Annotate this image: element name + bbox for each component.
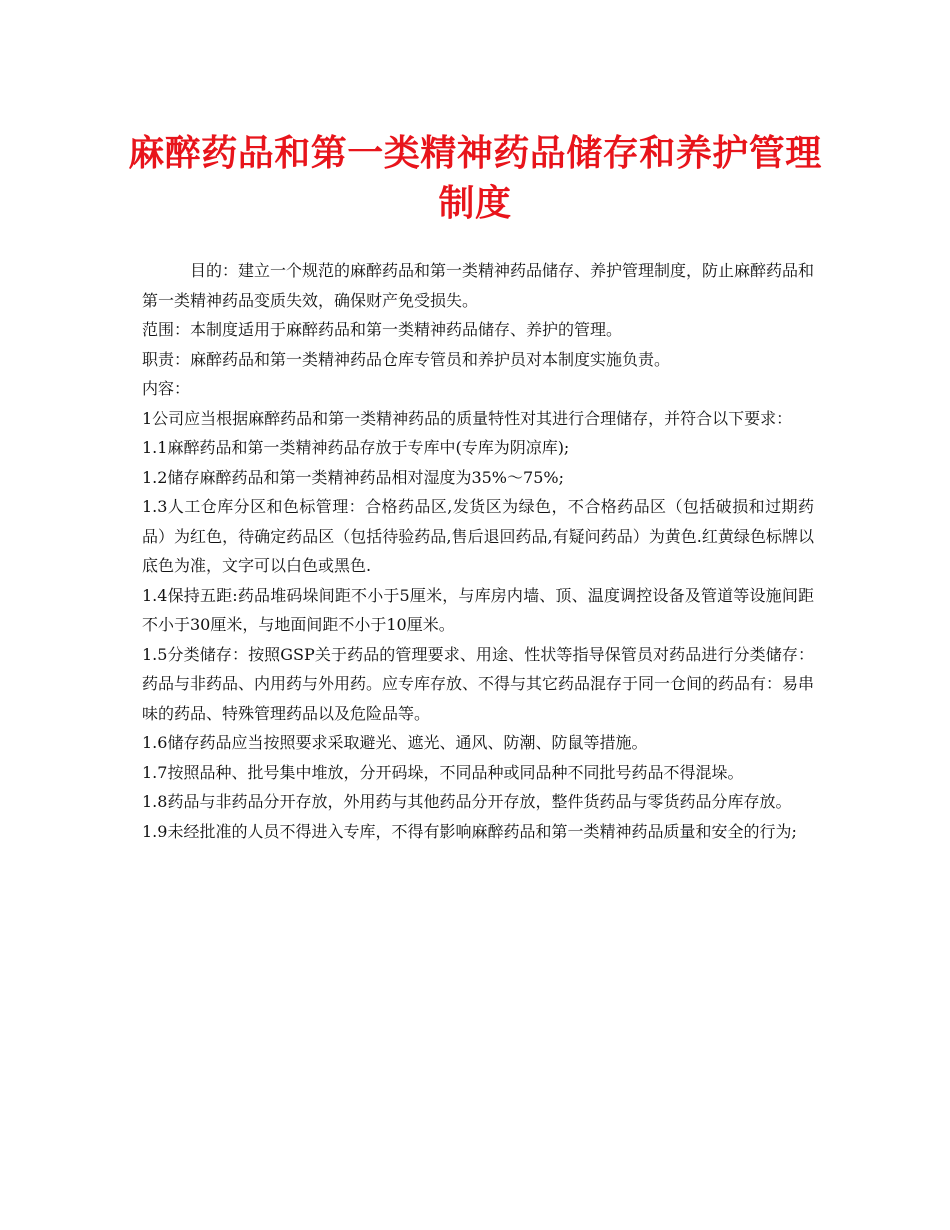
paragraph-item-1-2: 1.2储存麻醉药品和第一类精神药品相对湿度为35%～75%; bbox=[142, 467, 564, 487]
paragraph-item-1-3: 1.3人工仓库分区和色标管理：合格药品区,发货区为绿色，不合格药品区（包括破损和过期药品）为红色，待确定药品区（包括待验药品,售后退回药品,有疑问药品）为黄色.红黄绿色标牌以底色为准，文字可以白色或黑色. bbox=[142, 497, 814, 575]
paragraph-item-1-6: 1.6储存药品应当按照要求采取避光、遮光、通风、防潮、防鼠等措施。 bbox=[142, 733, 648, 752]
document-body bbox=[142, 256, 814, 846]
document-title bbox=[120, 128, 830, 228]
paragraph-item-1-5: 1.5分类储存：按照GSP关于药品的管理要求、用途、性状等指导保管员对药品进行分类储存：药品与非药品、内用药与外用药。应专库存放、不得与其它药品混存于同一仓间的药品有：易串味的药品、特殊管理药品以及危险品等。 bbox=[142, 644, 815, 723]
paragraph-item-1-1: 1.1麻醉药品和第一类精神药品存放于专库中(专库为阴凉库); bbox=[142, 438, 570, 457]
paragraph-item-1-7: 1.7按照品种、批号集中堆放，分开码垛，不同品种或同品种不同批号药品不得混垛。 bbox=[142, 762, 744, 782]
paragraph-content-heading: 内容： bbox=[142, 379, 191, 398]
paragraph-responsibility: 职责：麻醉药品和第一类精神药品仓库专管员和养护员对本制度实施负责。 bbox=[142, 349, 671, 369]
paragraph-purpose: 目的：建立一个规范的麻醉药品和第一类精神药品储存、养护管理制度，防止麻醉药品和第一类精神药品变质失效，确保财产免受损失。 bbox=[142, 261, 815, 310]
paragraph-item-1-9: 1.9未经批准的人员不得进入专库，不得有影响麻醉药品和第一类精神药品质量和安全的行为; bbox=[142, 821, 797, 841]
paragraph-item-1-8: 1.8药品与非药品分开存放，外用药与其他药品分开存放，整件货药品与零货药品分库存放。 bbox=[142, 792, 792, 811]
paragraph-item-1-4: 1.4保持五距:药品堆码垛间距不小于5厘米，与库房内墙、顶、温度调控设备及管道等设施间距不小于30厘米，与地面间距不小于10厘米。 bbox=[142, 585, 814, 634]
title-line-1: 麻醉药品和第一类精神药品储存和养护管理 bbox=[128, 132, 822, 174]
paragraph-item-1: 1公司应当根据麻醉药品和第一类精神药品的质量特性对其进行合理储存，并符合以下要求： bbox=[142, 408, 793, 428]
title-line-2: 制度 bbox=[438, 182, 512, 224]
paragraph-scope: 范围：本制度适用于麻醉药品和第一类精神药品储存、养护的管理。 bbox=[142, 320, 623, 339]
